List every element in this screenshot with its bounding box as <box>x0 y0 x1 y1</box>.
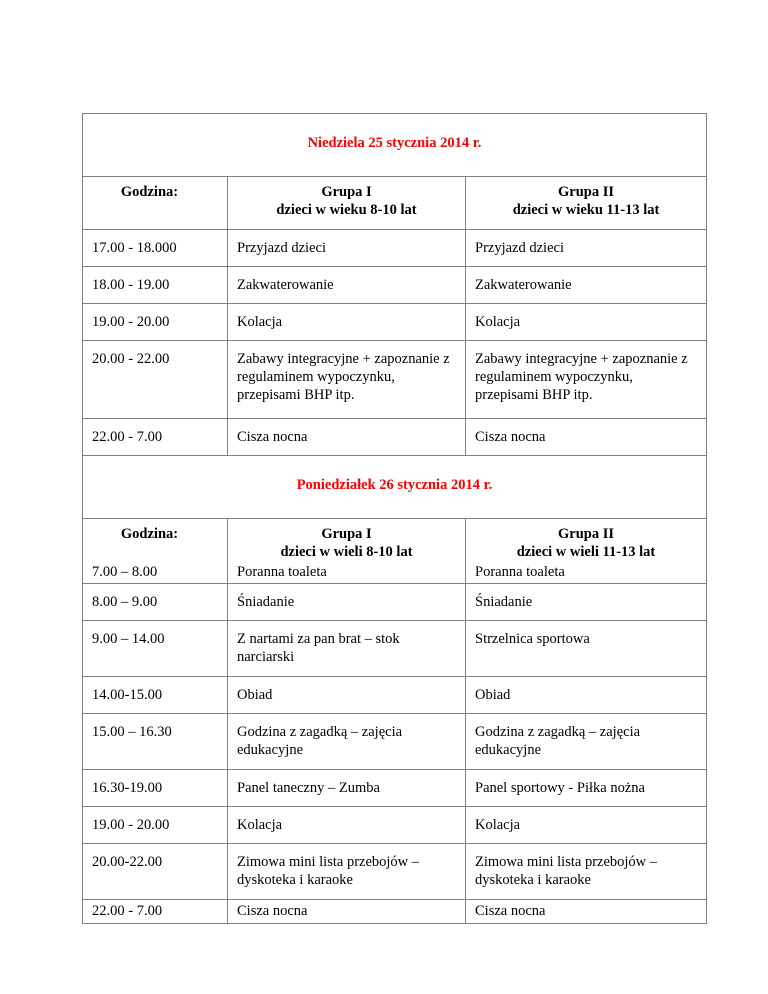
time-cell: 9.00 – 14.00 <box>83 621 228 677</box>
group2-cell: Śniadanie <box>466 584 707 621</box>
group2-cell: Cisza nocna <box>466 419 707 456</box>
group1-cell: Poranna toaleta <box>228 561 466 584</box>
group2-name: Grupa II <box>558 184 615 200</box>
group2-cell: Zakwaterowanie <box>466 267 707 304</box>
group1-cell: Zabawy integracyjne + zapoznanie z regulaminem wypoczynku, przepisami BHP itp. <box>228 341 466 419</box>
group2-cell: Zimowa mini lista przebojów – dyskoteka i karaoke <box>466 844 707 900</box>
hour-header: Godzina: <box>120 184 179 200</box>
group2-cell: Panel sportowy - Piłka nożna <box>466 770 707 807</box>
time-cell: 22.00 - 7.00 <box>83 419 228 456</box>
group2-cell: Kolacja <box>466 807 707 844</box>
group2-cell: Kolacja <box>466 304 707 341</box>
time-cell: 19.00 - 20.00 <box>83 807 228 844</box>
group2-cell: Poranna toaleta <box>466 561 707 584</box>
day-title: Niedziela 25 stycznia 2014 r. <box>307 135 482 151</box>
time-cell: 7.00 – 8.00 <box>83 561 228 584</box>
group1-age: dzieci w wieku 8-10 lat <box>276 202 417 218</box>
table-row <box>83 267 707 304</box>
group2-age: dzieci w wieli 11-13 lat <box>516 544 656 560</box>
group1-name: Grupa I <box>321 184 372 200</box>
time-cell: 22.00 - 7.00 <box>83 900 228 924</box>
group1-cell: Zakwaterowanie <box>228 267 466 304</box>
group2-age: dzieci w wieku 11-13 lat <box>512 202 660 218</box>
table-row <box>83 844 707 900</box>
group2-cell: Zabawy integracyjne + zapoznanie z regulaminem wypoczynku, przepisami BHP itp. <box>466 341 707 419</box>
group1-cell: Obiad <box>228 677 466 714</box>
group1-cell: Cisza nocna <box>228 900 466 924</box>
table-row <box>83 714 707 770</box>
table-row <box>83 584 707 621</box>
group1-cell: Kolacja <box>228 807 466 844</box>
group2-cell: Godzina z zagadką – zajęcia edukacyjne <box>466 714 707 770</box>
group2-name: Grupa II <box>558 526 615 542</box>
group1-cell: Zimowa mini lista przebojów – dyskoteka i karaoke <box>228 844 466 900</box>
table-row <box>83 341 707 419</box>
table-row <box>83 900 707 924</box>
time-cell: 16.30-19.00 <box>83 770 228 807</box>
day-title-row <box>83 114 707 177</box>
table-row <box>83 230 707 267</box>
header-row <box>83 519 707 562</box>
group2-cell: Cisza nocna <box>466 900 707 924</box>
day-title-row <box>83 456 707 519</box>
time-cell: 15.00 – 16.30 <box>83 714 228 770</box>
time-cell: 20.00 - 22.00 <box>83 341 228 419</box>
time-cell: 17.00 - 18.000 <box>83 230 228 267</box>
time-cell: 14.00-15.00 <box>83 677 228 714</box>
group1-cell: Śniadanie <box>228 584 466 621</box>
group1-cell: Z nartami za pan brat – stok narciarski <box>228 621 466 677</box>
schedule-table <box>82 113 707 924</box>
time-cell: 19.00 - 20.00 <box>83 304 228 341</box>
group2-cell: Przyjazd dzieci <box>466 230 707 267</box>
table-row <box>83 621 707 677</box>
group1-name: Grupa I <box>321 526 372 542</box>
time-cell: 18.00 - 19.00 <box>83 267 228 304</box>
group1-cell: Przyjazd dzieci <box>228 230 466 267</box>
hour-header: Godzina: <box>120 526 179 542</box>
group1-cell: Kolacja <box>228 304 466 341</box>
group1-cell: Panel taneczny – Zumba <box>228 770 466 807</box>
table-row <box>83 304 707 341</box>
header-row <box>83 177 707 230</box>
table-row <box>83 677 707 714</box>
group1-cell: Cisza nocna <box>228 419 466 456</box>
day-title: Poniedziałek 26 stycznia 2014 r. <box>296 477 493 493</box>
group2-cell: Obiad <box>466 677 707 714</box>
time-cell: 8.00 – 9.00 <box>83 584 228 621</box>
table-row <box>83 807 707 844</box>
time-cell: 20.00-22.00 <box>83 844 228 900</box>
table-row <box>83 770 707 807</box>
group1-age: dzieci w wieli 8-10 lat <box>280 544 413 560</box>
table-row <box>83 561 707 584</box>
group1-cell: Godzina z zagadką – zajęcia edukacyjne <box>228 714 466 770</box>
group2-cell: Strzelnica sportowa <box>466 621 707 677</box>
table-row <box>83 419 707 456</box>
